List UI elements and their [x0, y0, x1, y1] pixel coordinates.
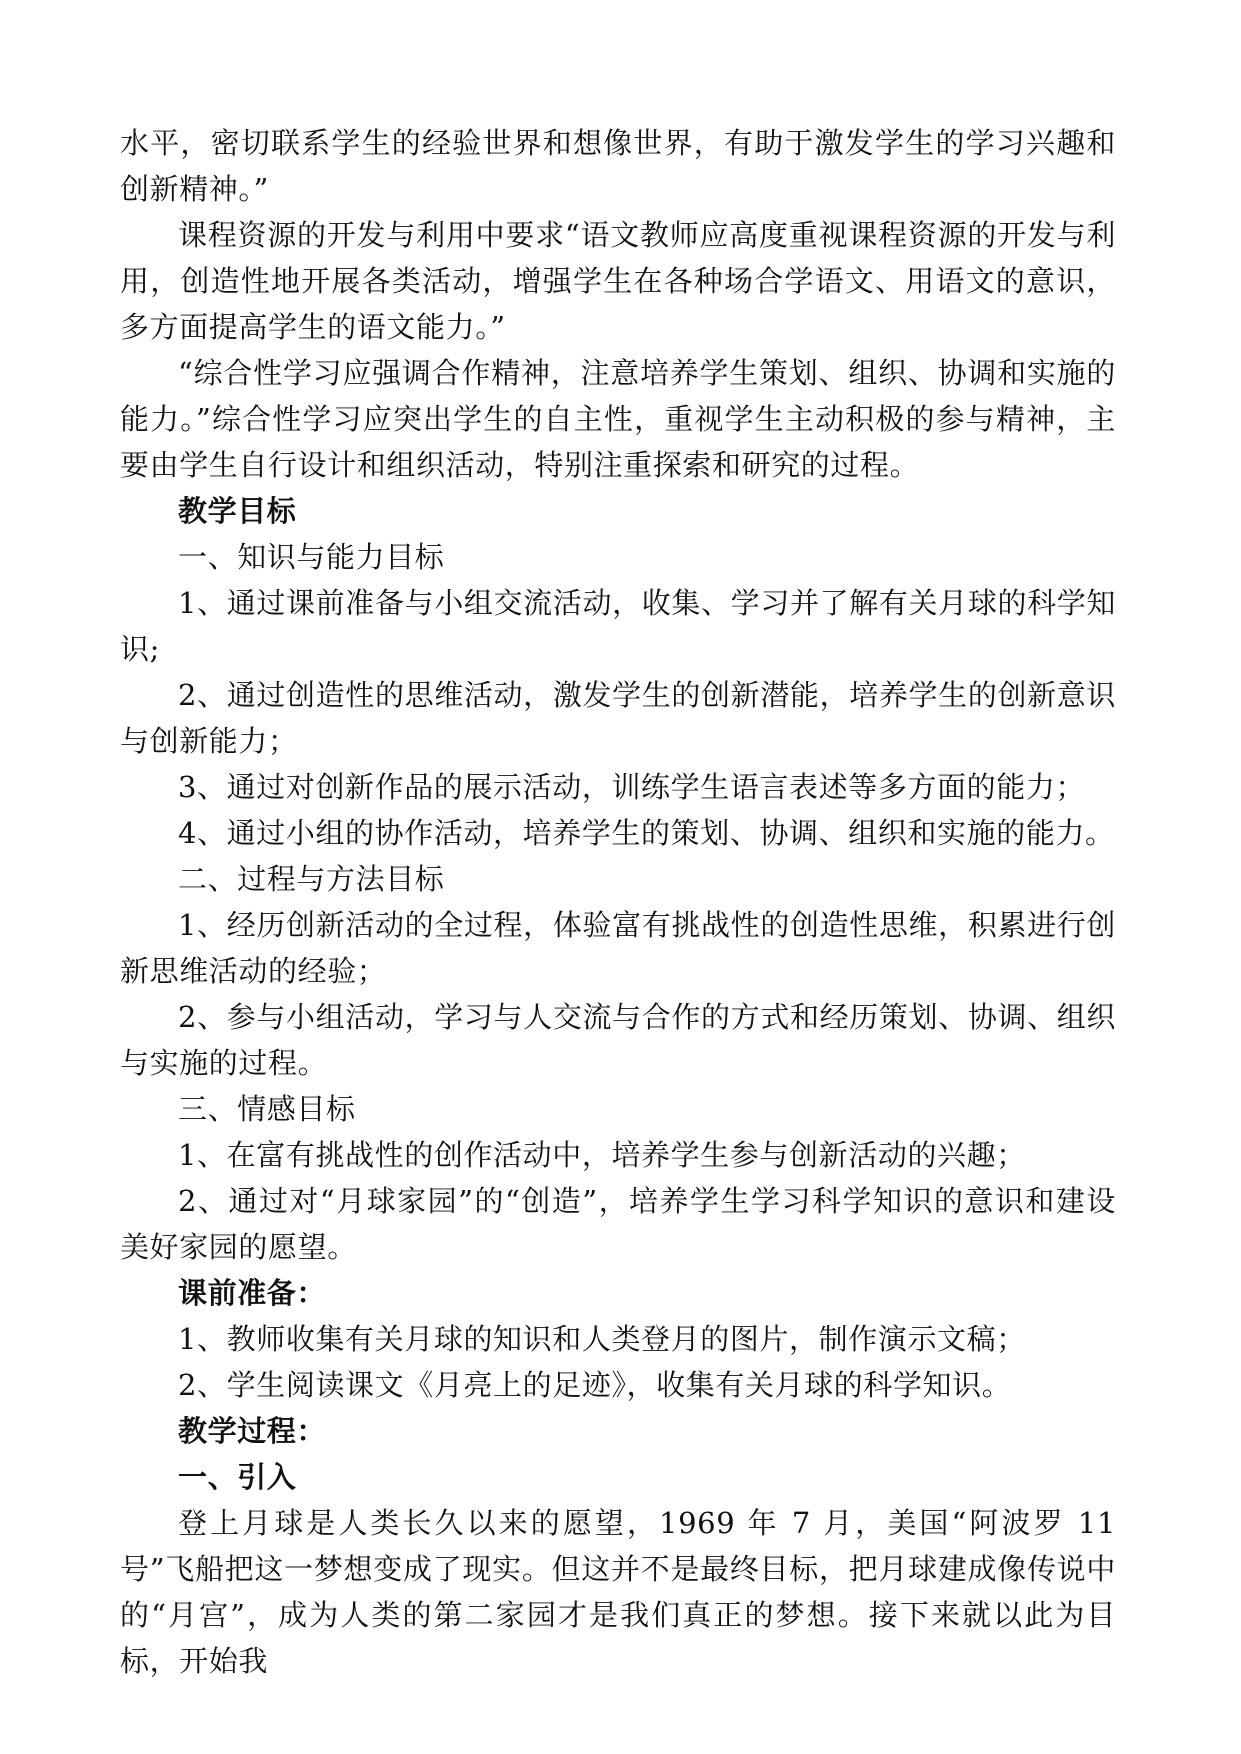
paragraph: 登上月球是人类长久以来的愿望，1969 年 7 月，美国“阿波罗 11 号”飞船把这一梦想变成了现实。但这并不是最终目标，把月球建成像传说中的“月宫”，成为人类的第二家园才是我们真正的梦想。接下来就以此为目标，开始我	[120, 1506, 1116, 1678]
list-item: 2、通过对“月球家园”的“创造”，培养学生学习科学知识的意识和建设美好家园的愿望。	[120, 1184, 1116, 1264]
list-item: 2、参与小组活动，学习与人交流与合作的方式和经历策划、协调、组织与实施的过程。	[120, 1000, 1116, 1080]
list-item: 3、通过对创新作品的展示活动，训练学生语言表述等多方面的能力；	[178, 770, 1086, 804]
subsection-heading: 三、情感目标	[178, 1092, 356, 1126]
list-item: 1、通过课前准备与小组交流活动，收集、学习并了解有关月球的科学知识;	[120, 586, 1116, 666]
section-heading: 教学目标	[178, 494, 297, 528]
section-heading: 课前准备：	[178, 1276, 327, 1310]
list-item: 1、在富有挑战性的创作活动中，培养学生参与创新活动的兴趣；	[178, 1138, 1026, 1172]
paragraph: “综合性学习应强调合作精神，注意培养学生策划、组织、协调和实施的能力。”综合性学习应突出学生的自主性，重视学生主动积极的参与精神，主要由学生自行设计和组织活动，特别注重探索和研究的过程。	[120, 356, 1116, 482]
paragraph: 水平，密切联系学生的经验世界和想像世界，有助于激发学生的学习兴趣和创新精神。”	[120, 126, 1116, 206]
paragraph: 课程资源的开发与利用中要求“语文教师应高度重视课程资源的开发与利用，创造性地开展各类活动，增强学生在各种场合学语文、用语文的意识，多方面提高学生的语文能力。”	[120, 218, 1116, 344]
section-heading: 教学过程：	[178, 1414, 327, 1448]
subsection-heading: 一、知识与能力目标	[178, 540, 445, 574]
list-item: 1、经历创新活动的全过程，体验富有挑战性的创造性思维，积累进行创新思维活动的经验；	[120, 908, 1116, 988]
section-heading: 一、引入	[178, 1460, 297, 1494]
list-item: 4、通过小组的协作活动，培养学生的策划、协调、组织和实施的能力。	[178, 816, 1115, 850]
list-item: 1、教师收集有关月球的知识和人类登月的图片，制作演示文稿；	[178, 1322, 1026, 1356]
document-page	[120, 120, 1116, 1684]
list-item: 2、通过创造性的思维活动，激发学生的创新潜能，培养学生的创新意识与创新能力；	[120, 678, 1116, 758]
list-item: 2、学生阅读课文《月亮上的足迹》，收集有关月球的科学知识。	[178, 1368, 1012, 1402]
subsection-heading: 二、过程与方法目标	[178, 862, 445, 896]
